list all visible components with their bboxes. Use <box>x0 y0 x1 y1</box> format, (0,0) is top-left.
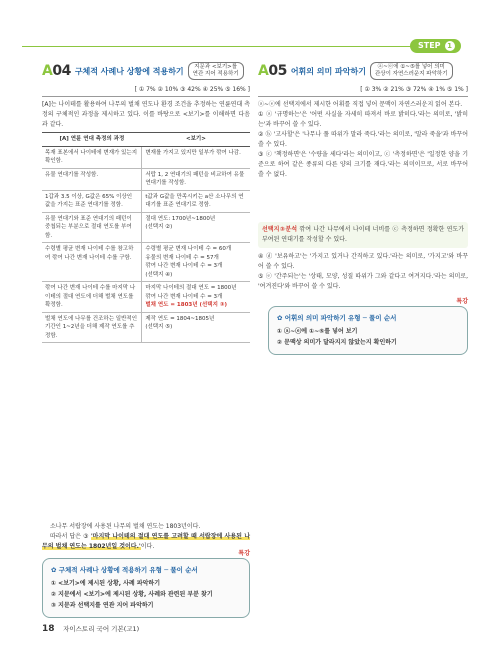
a05-body <box>258 100 468 180</box>
table-cell: 유물 연대기를 작성함. <box>42 168 142 190</box>
table-cell: 벌채 연도에 나무를 건조하는 일반적인 기간인 1~2년을 더해 제작 연도를 추정함. <box>42 312 142 343</box>
table-cell: 변재를 가지고 있지만 일부가 깎여 나감. <box>142 146 250 168</box>
conclusion-answer: 따라서 답은 ③ '마지막 나이테의 절대 연도를 고려할 때 서랍장에 사용된 나무의 벌채 연도는 1802년일 것이다.'이다. <box>42 533 250 550</box>
a04-number: A04 <box>42 63 71 79</box>
table-cell: 수령별 평균 변재 나이테 수를 참고하여 깎여 나간 변재 나이테 수를 구함. <box>42 243 142 282</box>
table-header-process: [A] 연륜 연대 측정의 과정 <box>42 133 142 147</box>
option-item: ④ ⓓ '보유하고'는 '가지고 있거나 간직하고 있다.'라는 의미로, '가지고'와 바꾸어 쓸 수 있다. <box>258 253 468 270</box>
step-badge <box>410 39 461 53</box>
table-cell: 제작 연도 = 1804~1805년 (선택지 ⑤) <box>142 312 250 343</box>
a05-stats: [ ① 3% ② 21% ③ 72% ④ 1% ⑤ 1% ] <box>360 86 468 93</box>
tip-box <box>42 558 250 618</box>
table-cell: 깎여 나간 변재 나이테 수를 마지막 나이테의 절대 연도에 더해 벌채 연도를 확정함. <box>42 282 142 313</box>
note-text: 선택지③분석 깎여 나간 나무에서 나이테 너비를 ⓒ 측정하면 정확한 연도가 부여된 연대기를 작성할 수 있다. <box>262 226 464 243</box>
table-cell: 1갑과 3.5 이상, G값은 65% 이상인 값을 가지는 표준 연대기를 정함. <box>42 190 142 212</box>
tip-tag: 특강 <box>238 550 250 557</box>
a05-title: 어휘의 의미 파악하기 <box>290 66 366 76</box>
page-number: 18 <box>42 624 55 634</box>
a05-number: A05 <box>258 63 287 79</box>
page-footer <box>42 624 139 634</box>
a05-note <box>258 222 468 248</box>
option-item: ① ⓐ '규명하는'은 '어떤 사실을 자세히 따져서 바로 밝히다.'라는 의미로, '밝히는'과 바꾸어 쓸 수 있다. <box>258 111 468 128</box>
table-cell-text: 마지막 나이테의 절대 연도 = 1800년 깎여 나간 변재 나이테 수 = 3개 <box>145 285 237 300</box>
option-item: ⑤ ⓔ '간주되는'는 '상태, 모양, 성질 따위가 그와 같다고 여겨지다.'라는 의미로, '여겨진다'와 바꾸어 쓸 수 있다. <box>258 273 468 290</box>
a04-rule <box>42 96 250 97</box>
tip-title: ✿ 구체적 사례나 상황에 적용하기 유형 ─ 풀이 순서 <box>51 566 198 574</box>
a04-title: 구체적 사례나 상황에 적용하기 <box>74 66 184 76</box>
tip-title: ✿ 어휘의 의미 파악하기 유형 ─ 풀이 순서 <box>277 314 397 322</box>
tip-box <box>268 306 468 355</box>
a04-table <box>42 132 250 343</box>
tip-item: ③ 지문과 선택지를 연관 지어 파악하기 <box>51 602 154 609</box>
a04-header <box>42 62 252 80</box>
table-header-example: <보기> <box>142 133 250 147</box>
table-cell: 서랍 1, 2 연대기의 패턴을 비교하여 유물 연대기를 작성함. <box>142 168 250 190</box>
a04-tip <box>42 548 250 618</box>
table-cell <box>142 282 250 313</box>
step-label: STEP <box>418 41 441 50</box>
book-title: 자이스토리 국어 기본(고1) <box>63 625 140 633</box>
tip-item: ② 문맥상 의미가 달라지지 않았는지 확인하기 <box>277 339 397 346</box>
step-divider <box>22 46 450 47</box>
table-row <box>42 146 250 168</box>
a05-intro: ⓐ~ⓔ에 선택지에서 제시한 어휘를 직접 넣어 문맥이 자연스러운지 읽어 본다. <box>258 101 463 108</box>
option-item: ③ ⓒ '책정하면'은 '수량을 세다'라는 의미이고, ⓒ '측정하면'은 '일정한 양을 기준으로 하여 같은 종류의 다른 양의 크기를 재다.'라는 의미이므로, 서로 바꾸어 쓸 수 없다. <box>258 151 468 178</box>
a05-tag: ⓐ~ⓔ에 ①~⑤를 넣어 의미 관상이 자연스러운지 파악하기 <box>370 62 453 80</box>
table-row <box>42 212 250 243</box>
a05-body-2 <box>258 252 468 292</box>
table-row <box>42 243 250 282</box>
table-row <box>42 168 250 190</box>
table-row <box>42 312 250 343</box>
a04-tag: 지문과 <보기>를 연관 지어 적용하기 <box>188 62 244 80</box>
table-cell: t값과 G값을 만족시키는 a산 소나무의 연대기를 표준 연대기로 정함. <box>142 190 250 212</box>
table-cell: 절대 연도: 1700년~1800년 (선택지 ②) <box>142 212 250 243</box>
a04-stats: [ ① 7% ② 10% ③ 42% ④ 25% ⑤ 16% ] <box>134 86 250 93</box>
tip-item: ② 지문에서 <보기>에 제시된 상황, 사례와 관련된 부분 찾기 <box>51 591 213 598</box>
table-cell: 유물 연대기와 표준 연대기의 패턴이 중첩되는 부분으로 절대 연도를 부여함. <box>42 212 142 243</box>
a05-tip <box>268 296 468 355</box>
table-cell: 수령별 평균 변재 나이테 수 = 60개 유물의 변재 나이테 수 = 57개 깎여 나간 변재 나이테 수 = 3개 (선택지 ④) <box>142 243 250 282</box>
tip-item: ① ⓐ~ⓔ에 ①~⑤를 넣어 보기 <box>277 328 358 335</box>
tip-tag: 특강 <box>456 298 468 305</box>
table-row <box>42 190 250 212</box>
a05-rule <box>258 96 468 97</box>
tip-item: ① <보기>에 제시된 상황, 사례 파악하기 <box>51 580 161 587</box>
table-cell: 목재 표본에서 나이테에 변재가 있는지 확인함. <box>42 146 142 168</box>
step-number: 1 <box>445 41 455 51</box>
option-item: ② ⓑ '고사할'은 '나무나 풀 따위가 말라 죽다.'라는 의미로, '말라 죽을'과 바꾸어 쓸 수 있다. <box>258 131 468 148</box>
a05-header <box>258 62 468 80</box>
a04-intro: [A]는 나이테를 활용하여 나무의 벌채 연도나 환경 조건을 추정하는 연륜연대 측정의 구체적인 과정을 제시하고 있다. 이를 바탕으로 <보기>를 이해하면 다음과 같다. <box>42 101 250 128</box>
conclusion-line: 소나무 서랍장에 사용된 나무의 벌채 연도는 1803년이다. <box>50 523 201 530</box>
answer-highlight: 벌채 연도 = 1803년 (선택지 ③) <box>145 302 228 308</box>
table-row <box>42 282 250 313</box>
